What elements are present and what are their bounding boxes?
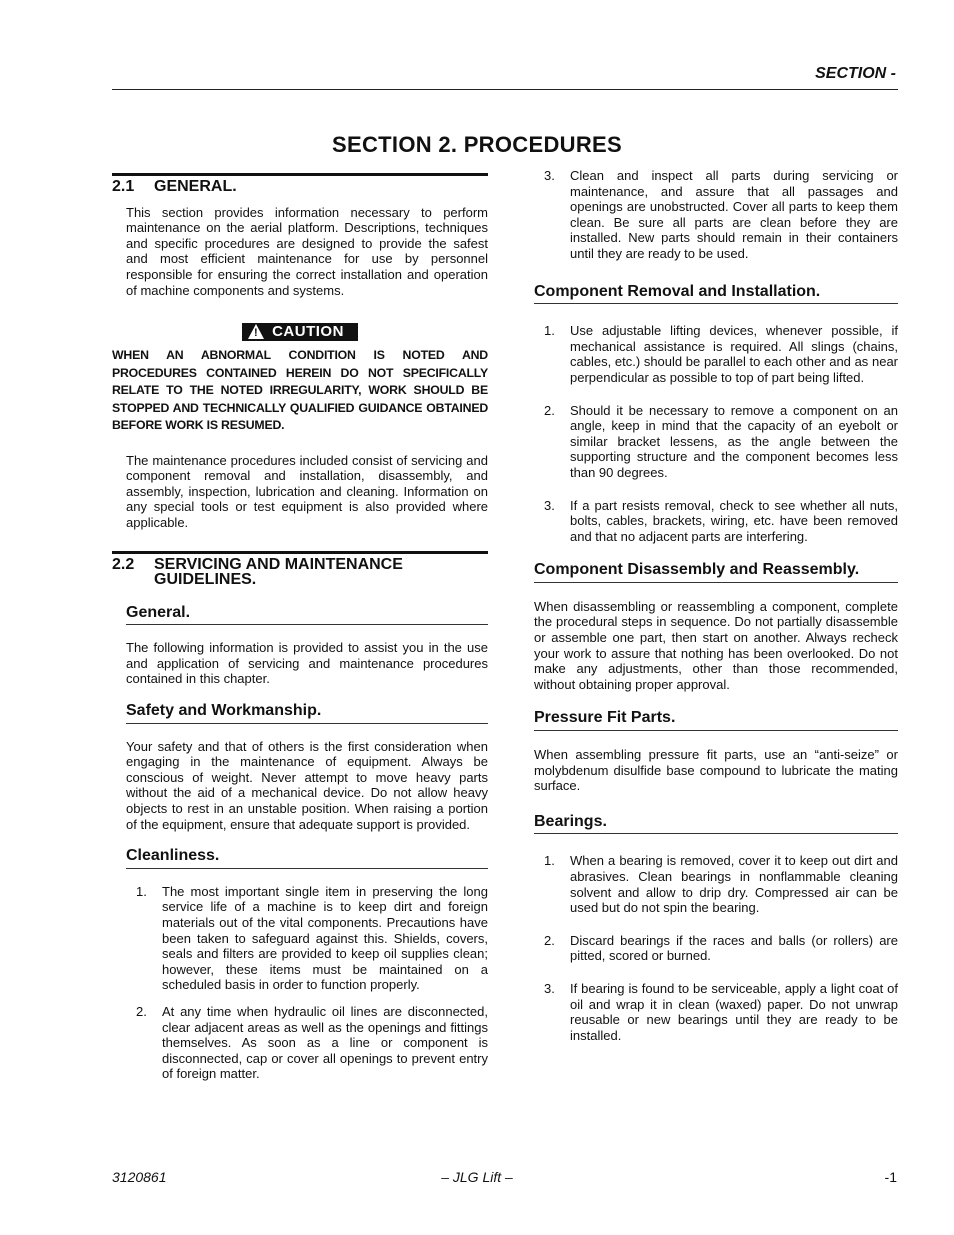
section-number: 2.1 <box>112 178 135 195</box>
running-header: SECTION - <box>815 65 896 82</box>
list-item: 3. If bearing is found to be serviceable, apply a light coat of oil and wrap it in clean (waxed) paper. Do not unwrap reusable or new bearings until they are ready to be installed. <box>544 980 898 1043</box>
right-column <box>534 168 898 1043</box>
caution-label: CAUTION <box>272 323 344 341</box>
left-column <box>112 173 488 1082</box>
general-subheading: General. <box>126 605 488 626</box>
cleanliness-list-continued <box>534 168 898 262</box>
section-title: SERVICING AND MAINTENANCE GUIDELINES. <box>154 555 403 589</box>
list-item: 2. At any time when hydraulic oil lines are disconnected, clear adjacent areas as well as the openings and fittings themselves. As soon as a line or component is disconnected, cap or cover all openings to prevent entry of foreign matter. <box>136 1003 488 1082</box>
caution-box <box>112 323 488 343</box>
list-item: 1. The most important single item in preserving the long service life of a machine is to keep dirt and foreign materials out of the vital components. Precautions have been taken to safeguard against this. Shields, covers, seals and filters are provided to keep oil supplies clean; however, these items must be maintained on a scheduled basis in order to function properly. <box>136 883 488 993</box>
pressure-paragraph: When assembling pressure fit parts, use an “anti-seize” or molybdenum disulfide base compound to lubricate the mating surface. <box>534 747 898 794</box>
footer-doc-number: 3120861 <box>112 1169 167 1185</box>
general-paragraph: This section provides information necessary to perform maintenance on the aerial platform. Descriptions, techniques and specific procedures are designed to provide the safest and most efficient maintenance for use by personnel responsible for ensuring the correct installation and operation of machine components and systems. <box>126 204 488 298</box>
warning-triangle-icon: ! <box>248 324 264 339</box>
list-item: 2. Discard bearings if the races and balls (or rollers) are pitted, scored or burned. <box>544 932 898 964</box>
page-title: SECTION 2. PROCEDURES <box>332 132 622 157</box>
bearings-list <box>534 853 898 1043</box>
cleanliness-subheading: Cleanliness. <box>126 848 488 869</box>
list-item: 1. Use adjustable lifting devices, whenever possible, if mechanical assistance is required. All slings (chains, cables, etc.) should be parallel to each other and as near perpendicular as possible to top of part being lifted. <box>544 323 898 385</box>
safety-subheading: Safety and Workmanship. <box>126 703 488 724</box>
caution-badge <box>242 323 358 341</box>
list-item: 3. If a part resists removal, check to see whether all nuts, bolts, cables, brackets, wiring, etc. have been removed and that no adjacent parts are interfering. <box>544 497 898 544</box>
disassembly-paragraph: When disassembling or reassembling a component, complete the procedural steps in sequence. Do not partially disassemble or assemble one part, then start on another. Always recheck your work to assure that nothing has been overlooked. Do not make any adjustments, other than those recommended, without obtaining proper approval. <box>534 598 898 692</box>
list-item: 3. Clean and inspect all parts during servicing or maintenance, and assure that all passages and openings are unobstructed. Cover all parts to keep them clean. Be sure all parts are clean before they are installed. New parts should remain in their containers until they are ready to be used. <box>544 168 898 261</box>
caution-text: WHEN AN ABNORMAL CONDITION IS NOTED AND PROCEDURES CONTAINED HEREIN DO NOT SPECIFICALLY RELATE TO THE NOTED IRREGULARITY, WORK SHOULD BE STOPPED AND TECHNICALLY QUALIFIED GUIDANCE OBTAINED BEFORE WORK IS RESUMED. <box>112 348 488 433</box>
removal-subheading: Component Removal and Installation. <box>534 284 898 305</box>
section-2-1-heading <box>112 176 488 195</box>
section-2-2-heading <box>112 554 488 588</box>
bearings-subheading: Bearings. <box>534 814 898 835</box>
disassembly-subheading: Component Disassembly and Reassembly. <box>534 562 898 583</box>
footer-publisher: – JLG Lift – <box>441 1169 513 1185</box>
list-item: 1. When a bearing is removed, cover it to keep out dirt and abrasives. Clean bearings in nonflammable cleaning solvent and allow to drip dry. Compressed air can be used but do not spin the bearing. <box>544 853 898 916</box>
general-sub-paragraph: The following information is provided to assist you in the use and application of servicing and maintenance procedures contained in this chapter. <box>126 640 488 687</box>
footer-page-number: -1 <box>884 1169 897 1185</box>
procedures-paragraph: The maintenance procedures included consist of servicing and component removal and installation, disassembly, and assembly, inspection, lubrication and cleaning. Information on any special tools or test equipment is also provided where applicable. <box>126 452 488 530</box>
removal-list <box>534 323 898 544</box>
pressure-subheading: Pressure Fit Parts. <box>534 710 898 731</box>
list-item: 2. Should it be necessary to remove a component on an angle, keep in mind that the capacity of an eyebolt or similar bracket lessens, as the angle between the supporting structure and the component becomes less than 90 degrees. <box>544 402 898 480</box>
cleanliness-list <box>112 884 488 1082</box>
safety-paragraph: Your safety and that of others is the first consideration when engaging in the maintenance of equipment. Always be conscious of weight. Never attempt to move heavy parts without the aid of a mechanical device. Do not allow heavy objects to rest in an unstable position. When raising a portion of the equipment, ensure that adequate support is provided. <box>126 738 488 832</box>
header-rule <box>112 89 898 90</box>
section-number: 2.2 <box>112 555 135 573</box>
section-title: GENERAL. <box>154 178 237 195</box>
